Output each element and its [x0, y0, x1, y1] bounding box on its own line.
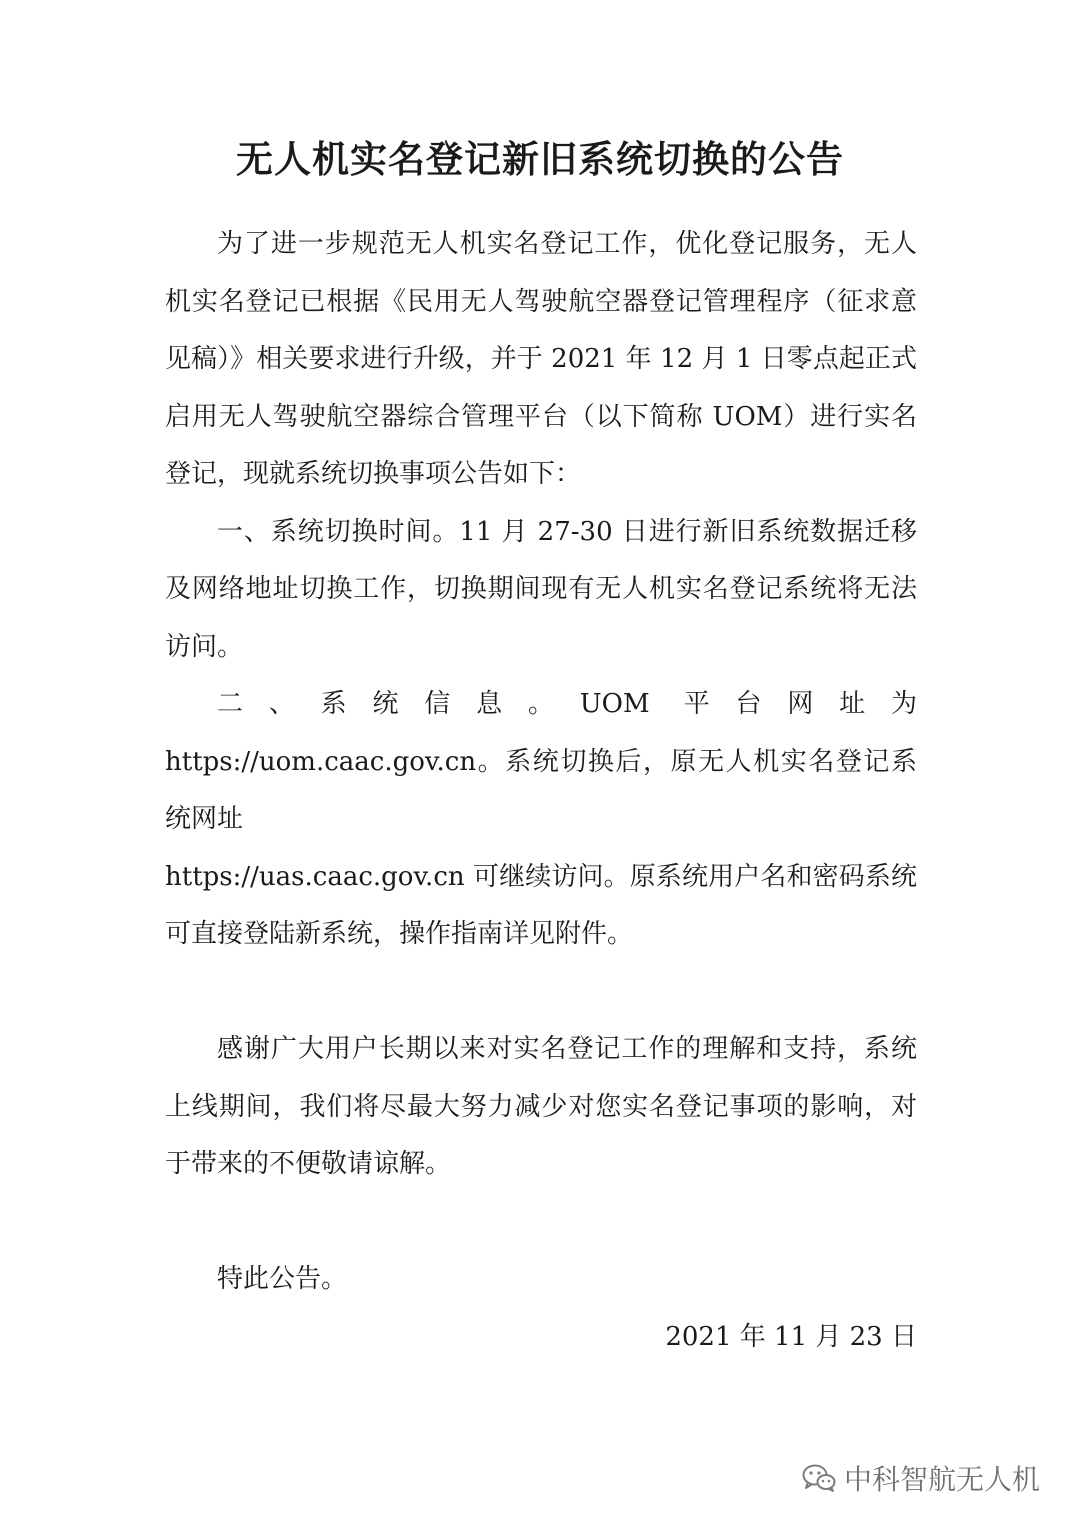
paragraph-spacer	[165, 1194, 917, 1252]
watermark	[802, 1458, 1040, 1498]
paragraph-system-info: 二、系统信息。UOM 平台网址为 https://uom.caac.gov.cn。系统切换后，原无人机实名登记系统网址	[165, 689, 917, 834]
watermark-text: 中科智航无人机	[843, 1463, 1040, 1496]
document-body	[165, 216, 917, 1366]
paragraph-intro: 为了进一步规范无人机实名登记工作，优化登记服务，无人机实名登记已根据《民用无人驾驶航空器登记管理程序（征求意见稿）》相关要求进行升级，并于 2021 年 12 月 1 日零点起正式启用无人驾驶航空器综合管理平台（以下简称 UOM）进行实名登记，现就系统切换事项公告如下：	[165, 229, 917, 489]
document-date: 2021 年 11 月 23 日	[665, 1321, 917, 1352]
paragraph-thanks: 感谢广大用户长期以来对实名登记工作的理解和支持，系统上线期间，我们将尽最大努力减少对您实名登记事项的影响，对于带来的不便敬请谅解。	[165, 1034, 917, 1179]
document-title: 无人机实名登记新旧系统切换的公告	[236, 138, 844, 181]
paragraph-switch-time: 一、系统切换时间。11 月 27-30 日进行新旧系统数据迁移及网络地址切换工作，切换期间现有无人机实名登记系统将无法访问。	[165, 516, 917, 662]
paragraph-spacer	[165, 964, 917, 1022]
paragraph-closing: 特此公告。	[217, 1264, 348, 1294]
paragraph-system-info-continued: https://uas.caac.gov.cn 可继续访问。原系统用户名和密码系统可直接登陆新系统，操作指南详见附件。	[165, 861, 917, 949]
wechat-icon	[802, 1463, 836, 1493]
